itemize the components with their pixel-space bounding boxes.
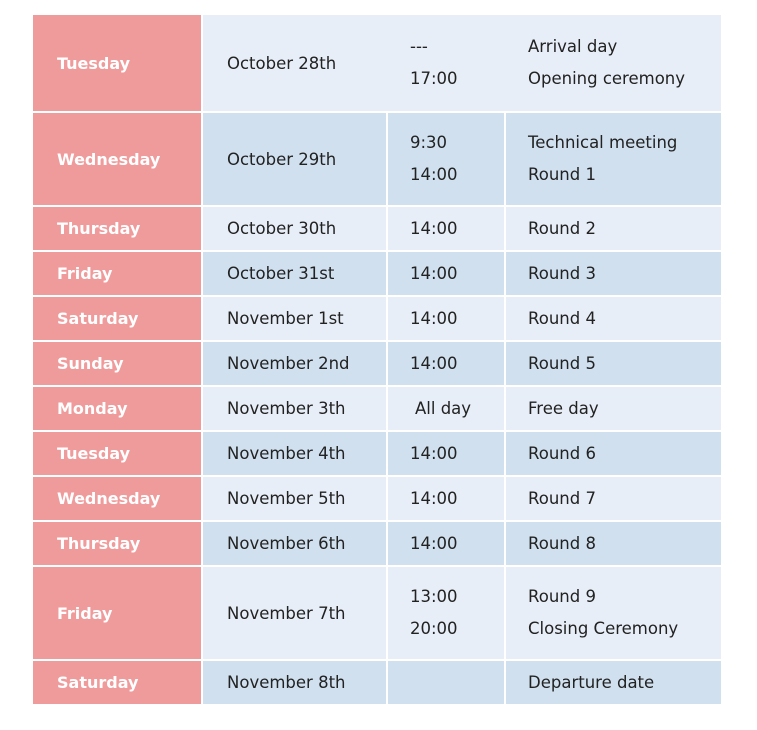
day-cell: Saturday: [33, 660, 202, 704]
time-value: 17:00: [410, 69, 458, 88]
time-value: 20:00: [410, 619, 458, 638]
schedule-row: [33, 566, 721, 660]
day-cell: Thursday: [33, 521, 202, 566]
time-value: All day: [415, 399, 472, 418]
time-value: ---: [410, 37, 428, 56]
date-cell: October 30th: [202, 206, 387, 251]
schedule-row: [33, 660, 721, 704]
date-cell: October 29th: [202, 112, 387, 206]
schedule-row: [33, 296, 721, 341]
date-cell: November 6th: [202, 521, 387, 566]
time-value: 14:00: [410, 165, 458, 184]
event-value: Round 9: [528, 587, 596, 606]
day-cell: Thursday: [33, 206, 202, 251]
event-cell: [505, 15, 721, 112]
day-cell: Tuesday: [33, 15, 202, 112]
event-cell: [505, 566, 721, 660]
schedule-row: [33, 431, 721, 476]
schedule-row: [33, 206, 721, 251]
day-cell: Tuesday: [33, 431, 202, 476]
schedule-row: [33, 341, 721, 386]
day-cell: Wednesday: [33, 112, 202, 206]
date-cell: November 8th: [202, 660, 387, 704]
time-cell: 14:00: [387, 206, 505, 251]
time-cell: 14:00: [387, 251, 505, 296]
schedule-row: [33, 386, 721, 431]
time-value: 9:30: [410, 133, 448, 152]
event-value: Round 1: [528, 165, 596, 184]
day-cell: Saturday: [33, 296, 202, 341]
date-cell: November 3th: [202, 386, 387, 431]
date-cell: November 7th: [202, 566, 387, 660]
date-cell: November 1st: [202, 296, 387, 341]
day-cell: Sunday: [33, 341, 202, 386]
schedule-row: [33, 476, 721, 521]
time-cell: 14:00: [387, 521, 505, 566]
day-cell: Monday: [33, 386, 202, 431]
day-cell: Wednesday: [33, 476, 202, 521]
time-cell: [387, 566, 505, 660]
time-cell: 14:00: [387, 431, 505, 476]
day-cell: Friday: [33, 251, 202, 296]
schedule-table: [33, 15, 721, 704]
event-cell: [505, 112, 721, 206]
time-cell: [387, 112, 505, 206]
event-value: Opening ceremony: [528, 69, 686, 88]
event-value: Technical meeting: [528, 133, 678, 152]
date-cell: November 5th: [202, 476, 387, 521]
date-cell: October 31st: [202, 251, 387, 296]
schedule-row: [33, 112, 721, 206]
event-cell: Round 4: [505, 296, 721, 341]
event-cell: Round 3: [505, 251, 721, 296]
time-cell: 14:00: [387, 476, 505, 521]
event-value: Closing Ceremony: [528, 619, 679, 638]
event-value: Arrival day: [528, 37, 618, 56]
event-cell: Departure date: [505, 660, 721, 704]
schedule-row: [33, 251, 721, 296]
schedule-row: [33, 15, 721, 112]
time-value: 13:00: [410, 587, 458, 606]
time-cell: [387, 660, 505, 704]
event-cell: Round 2: [505, 206, 721, 251]
date-cell: November 4th: [202, 431, 387, 476]
event-cell: Round 7: [505, 476, 721, 521]
time-cell: [387, 386, 505, 431]
event-cell: Round 5: [505, 341, 721, 386]
event-cell: Free day: [505, 386, 721, 431]
time-cell: 14:00: [387, 296, 505, 341]
time-cell: [387, 15, 505, 112]
date-cell: October 28th: [202, 15, 387, 112]
day-cell: Friday: [33, 566, 202, 660]
time-cell: 14:00: [387, 341, 505, 386]
event-cell: Round 6: [505, 431, 721, 476]
schedule-row: [33, 521, 721, 566]
date-cell: November 2nd: [202, 341, 387, 386]
event-cell: Round 8: [505, 521, 721, 566]
